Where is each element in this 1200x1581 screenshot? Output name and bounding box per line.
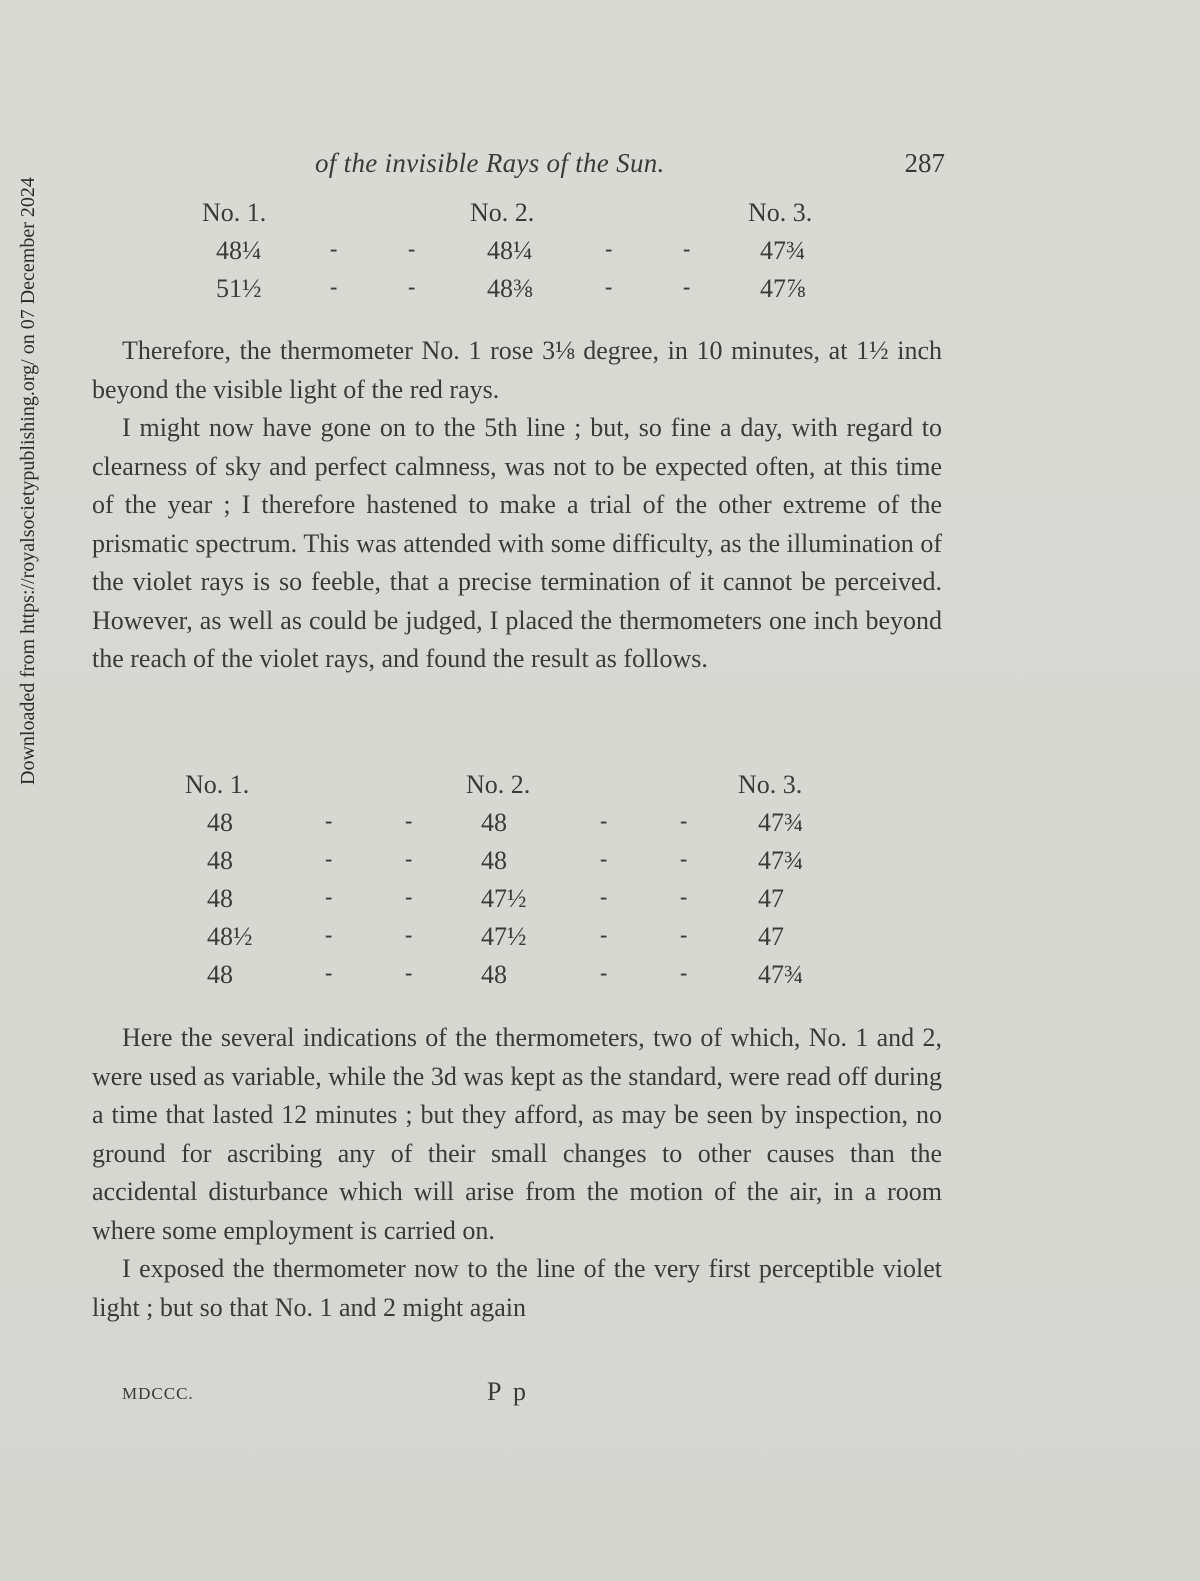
separator: - xyxy=(325,960,333,985)
running-title: of the invisible Rays of the Sun. xyxy=(315,148,665,178)
separator: - xyxy=(408,236,416,261)
separator: - xyxy=(405,922,413,947)
table-row xyxy=(0,808,1200,846)
separator: - xyxy=(600,846,608,871)
separator: - xyxy=(405,808,413,833)
separator: - xyxy=(680,884,688,909)
column-header: No. 3. xyxy=(738,770,803,799)
separator: - xyxy=(405,846,413,871)
cell-no3: 47¾ xyxy=(758,960,804,989)
cell-no2: 47½ xyxy=(481,922,527,951)
cell-no1: 48 xyxy=(207,846,233,875)
volume-mark: MDCCC. xyxy=(122,1384,194,1403)
table-row xyxy=(0,922,1200,960)
cell-no3: 47¾ xyxy=(758,808,804,837)
separator: - xyxy=(325,884,333,909)
table-row xyxy=(0,274,1200,312)
separator: - xyxy=(600,884,608,909)
separator: - xyxy=(680,922,688,947)
paragraph: Here the several indications of the thermometers, two of which, No. 1 and 2, were used as variable, while the 3d was kept as the standard, were read off during a time that lasted 12 minutes ; but they afford, as may be seen by inspection, no ground for ascribing any of their small changes to other causes than the accidental disturbance which will arise from the motion of the air, in a room where some employment is carried on. xyxy=(92,1023,942,1245)
body-text-block-b xyxy=(92,1019,942,1327)
separator: - xyxy=(330,274,338,299)
cell-no3: 47⅞ xyxy=(760,274,806,303)
cell-no1: 48½ xyxy=(207,922,253,951)
running-head xyxy=(315,148,945,188)
separator: - xyxy=(605,274,613,299)
separator: - xyxy=(680,846,688,871)
separator: - xyxy=(408,274,416,299)
separator: - xyxy=(683,236,691,261)
paragraph: I exposed the thermometer now to the line of the very first perceptible violet light ; but so that No. 1 and 2 might again xyxy=(92,1254,942,1322)
table-red-rays xyxy=(0,198,1200,312)
separator: - xyxy=(600,922,608,947)
body-text-block-a xyxy=(92,332,942,679)
table-row xyxy=(0,846,1200,884)
separator: - xyxy=(325,808,333,833)
separator: - xyxy=(405,960,413,985)
cell-no2: 47½ xyxy=(481,884,527,913)
separator: - xyxy=(600,960,608,985)
cell-no2: 48 xyxy=(481,808,507,837)
paragraph: I might now have gone on to the 5th line ; but, so fine a day, with regard to clearness of sky and perfect calmness, was not to be expected often, at this time of the year ; I therefore hastened to make a trial of the other extreme of the prismatic spectrum. This was attended with some difficulty, as the illumination of the violet rays is so feeble, that a precise termination of it cannot be perceived. However, as well as could be judged, I placed the thermometers one inch beyond the reach of the violet rays, and found the result as follows. xyxy=(92,413,942,673)
separator: - xyxy=(330,236,338,261)
separator: - xyxy=(325,922,333,947)
cell-no2: 48⅜ xyxy=(487,274,533,303)
download-notice: Downloaded from https://royalsocietypublishing.org/ on 07 December 2024 xyxy=(17,177,39,785)
separator: - xyxy=(680,960,688,985)
separator: - xyxy=(405,884,413,909)
table-row xyxy=(0,960,1200,998)
paragraph: Therefore, the thermometer No. 1 rose 3⅛ degree, in 10 minutes, at 1½ inch beyond the visible light of the red rays. xyxy=(92,336,942,404)
cell-no2: 48 xyxy=(481,960,507,989)
cell-no1: 48 xyxy=(207,960,233,989)
cell-no3: 47 xyxy=(758,922,784,951)
column-header: No. 3. xyxy=(748,198,813,227)
table-header-row xyxy=(0,198,1200,236)
cell-no1: 48¼ xyxy=(216,236,262,265)
table-row xyxy=(0,236,1200,274)
cell-no3: 47 xyxy=(758,884,784,913)
cell-no3: 47¾ xyxy=(760,236,806,265)
table-violet-rays xyxy=(0,770,1200,998)
column-header: No. 1. xyxy=(185,770,250,799)
cell-no3: 47¾ xyxy=(758,846,804,875)
cell-no1: 48 xyxy=(207,884,233,913)
cell-no1: 48 xyxy=(207,808,233,837)
cell-no2: 48¼ xyxy=(487,236,533,265)
cell-no1: 51½ xyxy=(216,274,262,303)
separator: - xyxy=(325,846,333,871)
table-row xyxy=(0,884,1200,922)
separator: - xyxy=(600,808,608,833)
column-header: No. 2. xyxy=(466,770,531,799)
separator: - xyxy=(605,236,613,261)
table-header-row xyxy=(0,770,1200,808)
column-header: No. 1. xyxy=(202,198,267,227)
column-header: No. 2. xyxy=(470,198,535,227)
page-number: 287 xyxy=(904,148,945,178)
signature-mark: P p xyxy=(487,1377,529,1406)
separator: - xyxy=(680,808,688,833)
separator: - xyxy=(683,274,691,299)
cell-no2: 48 xyxy=(481,846,507,875)
